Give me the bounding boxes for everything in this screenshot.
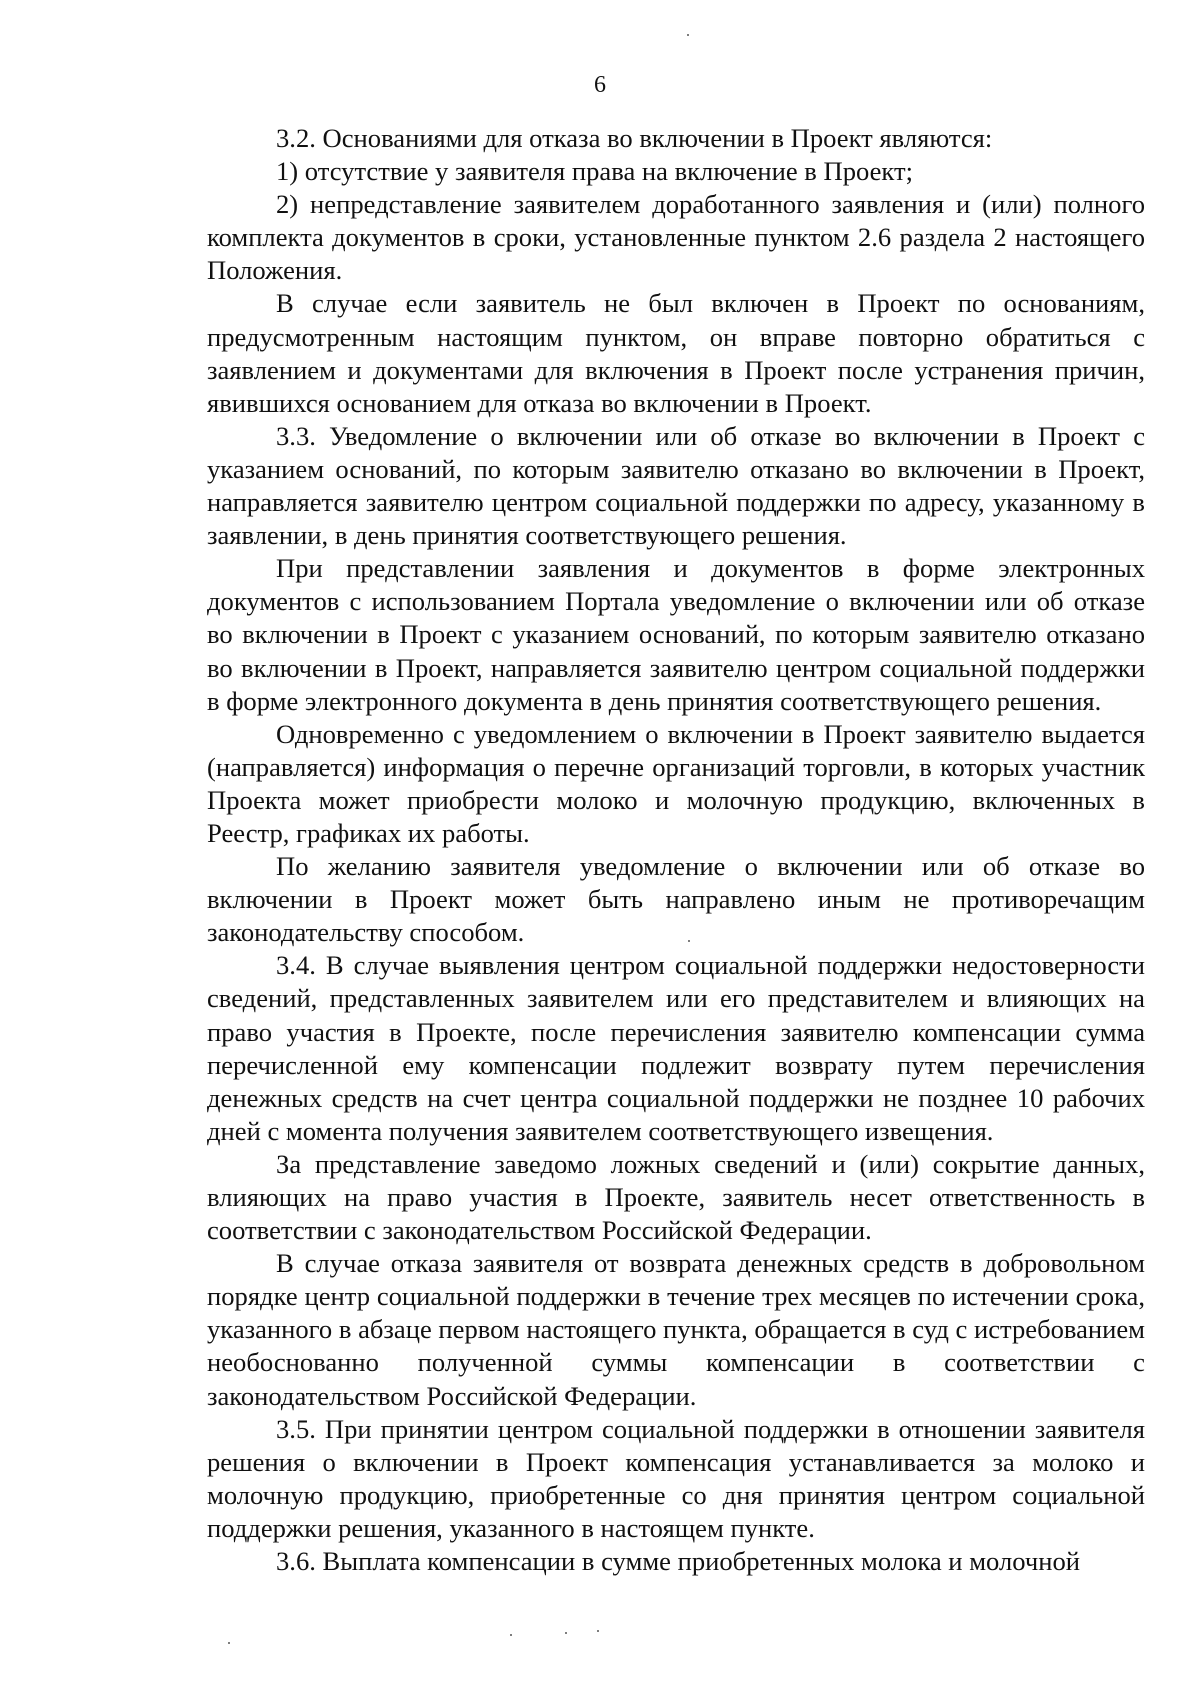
paragraph-other-method: По желанию заявителя уведомление о включении или об отказе во включении в Проект может быть направлено иным не противоречащим законодательству способом. xyxy=(207,851,1145,948)
paragraph-3-2: 3.2. Основаниями для отказа во включении в Проект являются: xyxy=(276,123,993,153)
paragraph-store-info: Одновременно с уведомлением о включении в Проект заявителю выдается (направляется) информация о перечне организаций торговли, в которых участник Проекта может приобрести молоко и молочную продукцию, включенных в Реестр, графиках их работы. xyxy=(207,718,1145,848)
scan-speck xyxy=(687,34,689,36)
paragraph-repeat-application: В случае если заявитель не был включен в Проект по основаниям, предусмотренным настоящим пунктом, он вправе повторно обратиться с заявлением и документами для включения в Проект после устранения причин, явившихся основанием для отказа во включении в Проект. xyxy=(207,288,1145,418)
paragraph-item-1: 1) отсутствие у заявителя права на включение в Проект; xyxy=(276,156,913,187)
paragraph-3-6: 3.6. Выплата компенсации в сумме приобретенных молока и молочной xyxy=(276,1546,1080,1577)
scan-speck xyxy=(510,1634,512,1636)
paragraph-3-4: 3.4. В случае выявления центром социальной поддержки недостоверности сведений, представленных заявителем или его представителем и влияющих на право участия в Проекте, после перечисления заявителю компенсации сумма перечисленной ему компенсации подлежит возврату путем перечисления денежных средств на счет центра социальной поддержки не позднее 10 рабочих дней с момента получения заявителем соответствующего извещения. xyxy=(207,950,1145,1146)
page-number: 6 xyxy=(594,72,606,98)
paragraph-3-5: 3.5. При принятии центром социальной поддержки в отношении заявителя решения о включении в Проект компенсация устанавливается за молоко и молочную продукцию, приобретенные со дня принятия центром социальной поддержки решения, указанного в настоящем пункте. xyxy=(207,1413,1145,1543)
scan-speck xyxy=(565,1632,567,1634)
scan-speck xyxy=(228,1642,230,1644)
paragraph-liability: За представление заведомо ложных сведений и (или) сокрытие данных, влияющих на право участия в Проекте, заявитель несет ответственность в соответствии с законодательством Российской Федерации. xyxy=(207,1148,1145,1246)
scan-speck xyxy=(597,1630,599,1632)
paragraph-electronic-notice: При представлении заявления и документов в форме электронных документов с использованием Портала уведомление о включении или об отказе во включении в Проект с указанием оснований, по которым заявителю отказано во включении в Проект, направляется заявителю центром социальной поддержки в форме электронного документа в день принятия соответствующего решения. xyxy=(207,553,1145,716)
document-body xyxy=(207,122,1145,1578)
paragraph-3-3: 3.3. Уведомление о включении или об отказе во включении в Проект с указанием оснований, по которым заявителю отказано во включении в Проект, направляется заявителю центром социальной поддержки по адресу, указанному в заявлении, в день принятия соответствующего решения. xyxy=(207,420,1145,551)
paragraph-court: В случае отказа заявителя от возврата денежных средств в добровольном порядке центр социальной поддержки в течение трех месяцев по истечении срока, указанного в абзаце первом настоящего пункта, обращается в суд с истребованием необоснованно полученной суммы компенсации в соответствии с законодательством Российской Федерации. xyxy=(207,1248,1145,1411)
paragraph-item-2: 2) непредставление заявителем доработанного заявления и (или) полного комплекта документов в сроки, установленные пунктом 2.6 раздела 2 настоящего Положения. xyxy=(207,189,1145,286)
